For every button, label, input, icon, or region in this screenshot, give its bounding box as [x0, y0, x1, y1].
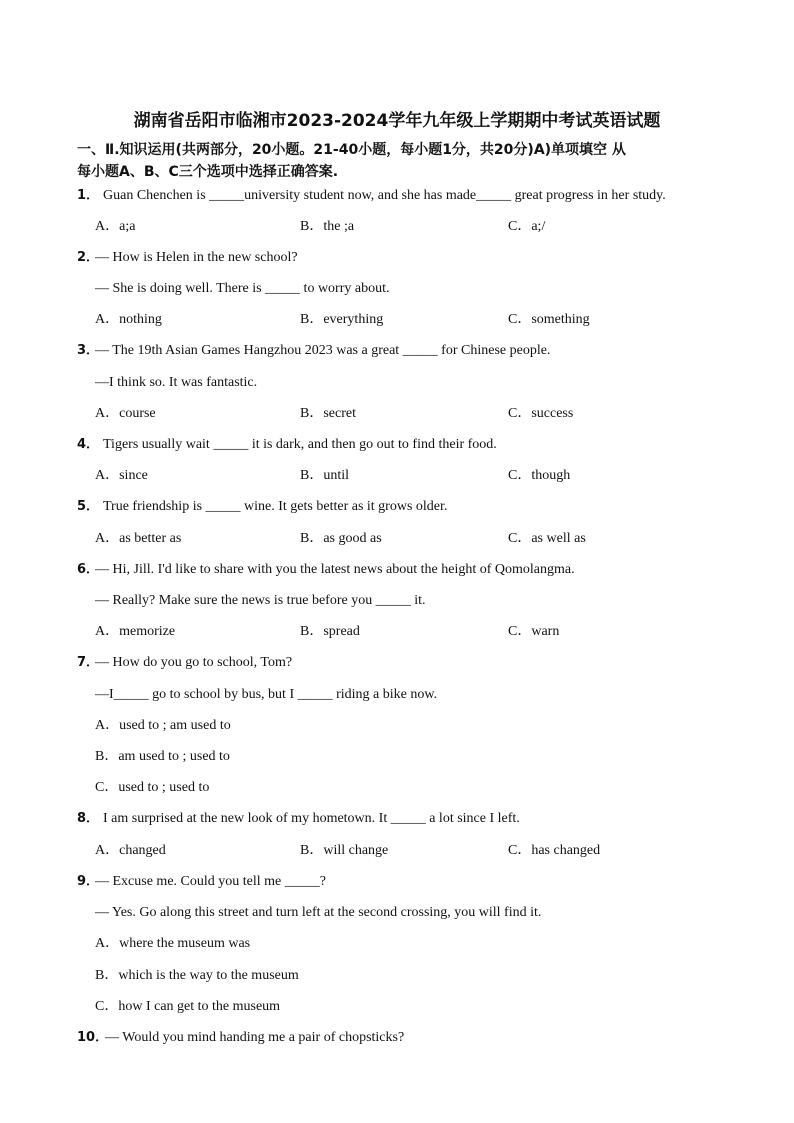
option-c: C．success [508, 406, 574, 421]
question-number: 8． [77, 811, 100, 826]
question-number: 9． [77, 874, 100, 889]
option-c: C．something [508, 312, 590, 327]
dialog-line: —I_____ go to school by bus, but I _____ riding a bike now. [95, 687, 438, 702]
dialog-line: —I think so. It was fantastic. [95, 375, 258, 390]
section-instruction-line-2: 每小题A、B、C三个选项中选择正确答案. [77, 164, 339, 180]
question-number: 6． [77, 562, 100, 577]
option-c: C．as well as [508, 531, 586, 546]
option-b: B．will change [300, 843, 389, 858]
question-stem: — The 19th Asian Games Hangzhou 2023 was a great _____ for Chinese people. [95, 343, 551, 358]
option-a: A．as better as [95, 531, 182, 546]
section-instruction-line-1: 一、Ⅱ.知识运用(共两部分，20小题。21-40小题，每小题1分，共20分)A)单项填空 从 [77, 142, 626, 158]
option-a: A．changed [95, 843, 166, 858]
option-c: C．a;/ [508, 219, 546, 234]
question-stem: — Would you mind handing me a pair of chopsticks? [105, 1030, 405, 1045]
option-c: C．has changed [508, 843, 601, 858]
option-a: A．where the museum was [95, 936, 251, 951]
option-a: A．used to ; am used to [95, 718, 231, 733]
option-b: B．which is the way to the museum [95, 968, 299, 983]
option-c: C．used to ; used to [95, 780, 210, 795]
option-a: A．nothing [95, 312, 162, 327]
option-a: A．memorize [95, 624, 176, 639]
question-number: 4． [77, 437, 100, 452]
question-stem: — Excuse me. Could you tell me _____? [95, 874, 326, 889]
question-number: 1． [77, 188, 100, 203]
option-b: B．spread [300, 624, 360, 639]
option-b: B．the ;a [300, 219, 355, 234]
option-b: B．secret [300, 406, 356, 421]
question-number: 5． [77, 499, 100, 514]
question-stem: Guan Chenchen is _____university student now, and she has made_____ great progress in her study. [103, 188, 666, 203]
option-a: A．course [95, 406, 156, 421]
option-c: C．though [508, 468, 571, 483]
dialog-line: — She is doing well. There is _____ to worry about. [95, 281, 390, 296]
page-title: 湖南省岳阳市临湘市2023-2024学年九年级上学期期中考试英语试题 [133, 111, 661, 131]
question-stem: I am surprised at the new look of my hometown. It _____ a lot since I left. [103, 811, 520, 826]
question-number: 7． [77, 655, 100, 670]
question-stem: — How do you go to school, Tom? [95, 655, 293, 670]
option-b: B．until [300, 468, 350, 483]
question-number: 10． [77, 1030, 109, 1045]
option-b: B．am used to ; used to [95, 749, 230, 764]
question-number: 3． [77, 343, 100, 358]
option-b: B．everything [300, 312, 384, 327]
option-c: C．warn [508, 624, 560, 639]
option-c: C．how I can get to the museum [95, 999, 281, 1014]
question-stem: Tigers usually wait _____ it is dark, and then go out to find their food. [103, 437, 497, 452]
dialog-line: — Really? Make sure the news is true before you _____ it. [95, 593, 426, 608]
option-a: A．a;a [95, 219, 136, 234]
dialog-line: — Yes. Go along this street and turn left at the second crossing, you will find it. [95, 905, 542, 920]
question-stem: — Hi, Jill. I'd like to share with you the latest news about the height of Qomolangma. [95, 562, 575, 577]
question-stem: True friendship is _____ wine. It gets better as it grows older. [103, 499, 448, 514]
option-b: B．as good as [300, 531, 382, 546]
option-a: A．since [95, 468, 148, 483]
question-stem: — How is Helen in the new school? [95, 250, 298, 265]
question-number: 2． [77, 250, 100, 265]
